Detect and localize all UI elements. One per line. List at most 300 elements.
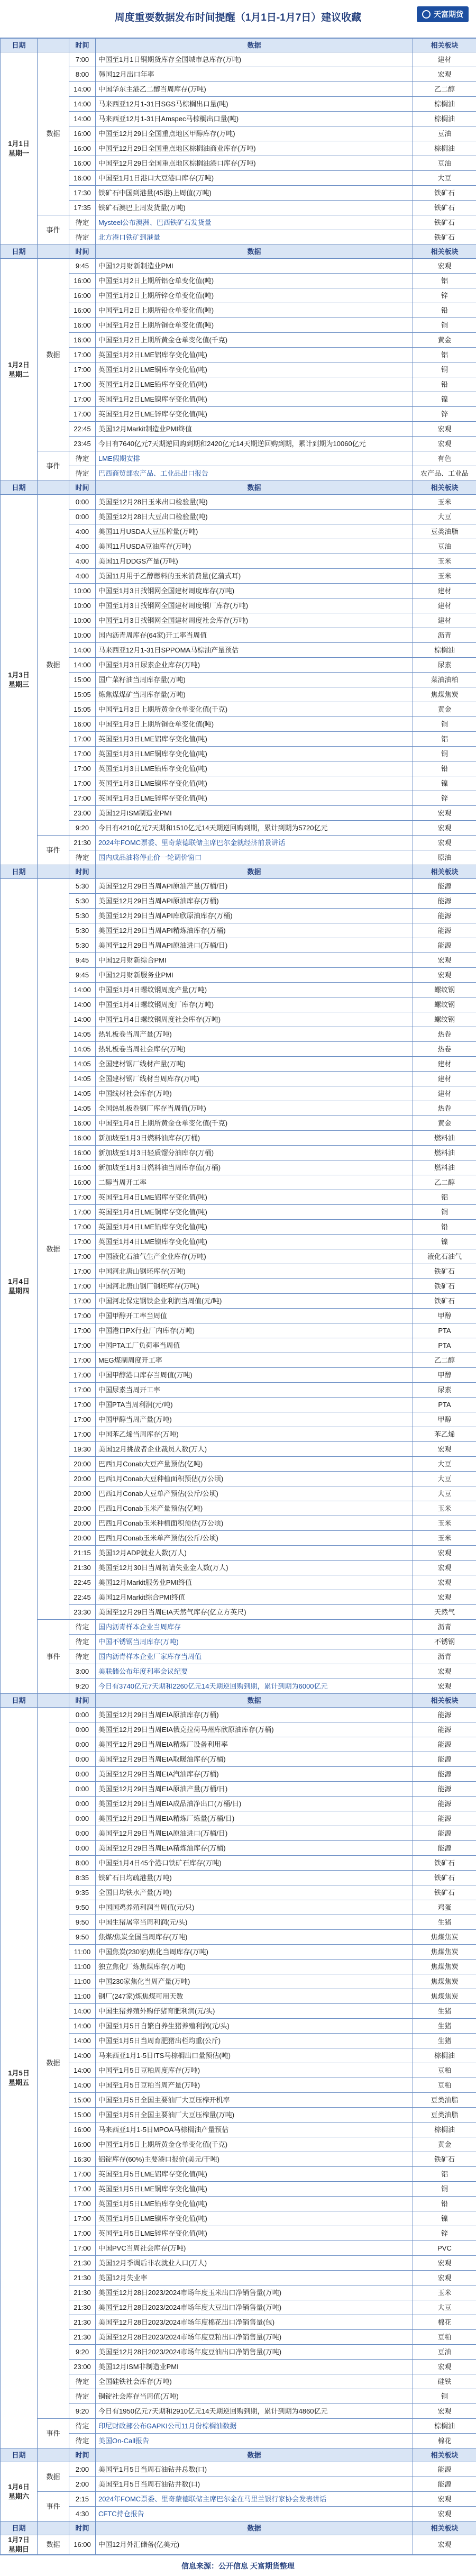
table-row [1,2330,476,2345]
release-time: 4:00 [69,524,96,539]
table-row [1,1974,476,1989]
data-item: 中国至12月29日全国重点地区甲醇库存(万吨) [96,126,413,141]
sector-label: 乙二醇 [413,82,476,97]
sector-label: 尿素 [413,658,476,673]
sector-label: 棕榈油 [413,97,476,112]
release-time: 16:00 [69,288,96,303]
data-item: 全国建材钢厂线材当周库存(万吨) [96,1072,413,1086]
table-row [1,524,476,539]
table-row [1,1235,476,1249]
table-row [1,451,476,466]
sector-label: 建材 [413,613,476,628]
sector-label: 豆油 [413,156,476,171]
col-time-header: 时间 [69,1694,96,1708]
release-time: 5:30 [69,909,96,923]
table-row [1,1885,476,1900]
release-time: 10:00 [69,598,96,613]
sector-label: 焦煤焦炭 [413,1930,476,1945]
sector-label: 镍 [413,776,476,791]
data-item: 英国至1月2日LME铅库存变化值(吨) [96,377,413,392]
table-row [1,1989,476,2004]
table-row [1,1737,476,1752]
table-row [1,510,476,524]
release-time: 14:00 [69,2004,96,2019]
release-time: 17:00 [69,776,96,791]
data-item: 英国至1月3日LME铅库存变化值(吨) [96,761,413,776]
sector-label: 苯乙烯 [413,1427,476,1442]
data-item: 中国至1月2日上期所锌仓单变化值(吨) [96,288,413,303]
data-item: 美国12月ADP就业人数(万人) [96,1546,413,1561]
data-item: 独立焦化厂炼焦煤库存(万吨) [96,1960,413,1974]
data-item: 中国河北保定钢铁企业利润当周值(元/吨) [96,1294,413,1309]
data-item: 英国至1月4日LME铝库存变化值(吨) [96,1190,413,1205]
data-item: 中国至1月5日当周育肥猪出栏均重(公斤) [96,2034,413,2048]
release-time: 17:35 [69,201,96,215]
table-row [1,613,476,628]
col-sector-header: 相关板块 [413,39,476,52]
data-item: 美国12月失业率 [96,2271,413,2285]
section-header-row [1,2448,476,2462]
sector-label: 棕榈油 [413,112,476,126]
sector-label: 燃料油 [413,1131,476,1146]
release-time: 14:00 [69,997,96,1012]
brand-mark-icon [422,10,431,19]
table-row [1,1782,476,1797]
sector-label: 宏观 [413,259,476,274]
sector-label: 棕榈油 [413,643,476,658]
release-time: 17:00 [69,1205,96,1220]
sector-label: 热卷 [413,1042,476,1057]
sector-label: 宏观 [413,437,476,451]
data-item: 巴西1月Conab大豆种植面积预估(万公顷) [96,1472,413,1486]
release-time: 17:00 [69,761,96,776]
col-sector-header: 相关板块 [413,1694,476,1708]
table-row [1,2345,476,2360]
day-label: 1月7日 星期日 [1,2535,38,2555]
data-item: 全国日均铁水产量(万吨) [96,1885,413,1900]
table-row [1,52,476,67]
release-time: 2:00 [69,2477,96,2492]
day-label: 1月1日 星期一 [1,52,38,245]
col-date-header: 日期 [1,2448,38,2462]
data-item: 铜锭社会库存当周值(万吨) [96,2389,413,2404]
release-time: 11:00 [69,1960,96,1974]
data-item: 中国230家焦化当周产量(万吨) [96,1974,413,1989]
sector-label: 宏观 [413,968,476,983]
sector-label: 铜 [413,318,476,333]
data-item: 美国至12月29日当周API精炼油库存(万桶) [96,923,413,938]
section-header-row [1,1694,476,1708]
data-item: 国内成品油将停止价一轮调价窗口 [96,850,413,865]
release-time: 5:30 [69,879,96,894]
data-item: 美国至12月28日2023/2024市场年度玉米出口净销售量(万吨) [96,2285,413,2300]
data-item: 英国至1月3日LME铜库存变化值(吨) [96,747,413,761]
data-item: 美国12月Markit制造业PMI终值 [96,422,413,437]
release-time: 14:05 [69,1042,96,1057]
release-time: 20:00 [69,1486,96,1501]
sector-label: 沥青 [413,1649,476,1664]
table-row [1,1368,476,1383]
sector-label: 锌 [413,288,476,303]
table-row [1,717,476,732]
release-time: 8:35 [69,1871,96,1885]
table-row [1,1427,476,1442]
data-item: 中国至1月5日豆粕当周产量(万吨) [96,2078,413,2093]
sector-label: 生猪 [413,2019,476,2034]
table-row [1,983,476,997]
sector-label: 铜 [413,2389,476,2404]
data-item: 中国至1月2日上期所铝仓单变化值(吨) [96,274,413,288]
release-time: 16:30 [69,2152,96,2167]
release-time: 待定 [69,2389,96,2404]
release-time: 20:00 [69,1516,96,1531]
data-item: 美国至12月29日当周API原油进口(万桶/日) [96,938,413,953]
category-label: 数据 [38,1708,69,2419]
release-time: 16:00 [69,303,96,318]
release-time: 21:30 [69,2330,96,2345]
sector-label: 宏观 [413,806,476,821]
sector-label: 豆粕 [413,2330,476,2345]
sector-label: 玉米 [413,1501,476,1516]
sector-label: 铅 [413,1220,476,1235]
table-row [1,894,476,909]
brand-name: 天富期货 [434,9,463,20]
release-time: 0:00 [69,1811,96,1826]
col-time-header: 时间 [69,865,96,879]
data-item: 英国至1月5日LME铅库存变化值(吨) [96,2197,413,2211]
release-time: 21:30 [69,1561,96,1575]
data-item: 今日有4210亿元7天期和1510亿元14天期逆回购到期，累计到期为5720亿元 [96,821,413,836]
table-row [1,2048,476,2063]
release-time: 17:00 [69,2241,96,2256]
data-item: 巴西1月Conab大豆单产预估(公斤/公顷) [96,1486,413,1501]
release-time: 21:30 [69,2271,96,2285]
data-item: 中国河北唐山钢厂钢坯库存(万吨) [96,1279,413,1294]
sector-label: 焦煤焦炭 [413,1989,476,2004]
table-row [1,288,476,303]
table-row [1,1575,476,1590]
sector-label: 硅铁 [413,2374,476,2389]
release-time: 23:00 [69,806,96,821]
data-item: 中国12月外汇储备(亿美元) [96,2535,413,2555]
data-item: 中国至1月4日螺纹钢周度产量(万吨) [96,983,413,997]
sector-label: 生猪 [413,2034,476,2048]
data-item: 国内沥青周库存(64家)开工率当周值 [96,628,413,643]
sector-label: 宏观 [413,2271,476,2285]
col-data-header: 数据 [96,39,413,52]
sector-label: 玉米 [413,554,476,569]
release-time: 17:00 [69,1235,96,1249]
table-row [1,1752,476,1767]
release-time: 16:00 [69,126,96,141]
data-item: 巴西1月Conab玉米产量预估(亿吨) [96,1501,413,1516]
table-row [1,2360,476,2374]
release-time: 14:05 [69,1057,96,1072]
data-item: 马来西亚12月1-31日Amspec马棕榈出口量(吨) [96,112,413,126]
data-item: 中国PTA工厂负荷率当周值 [96,1338,413,1353]
sector-label: 铝 [413,1190,476,1205]
table-row [1,2226,476,2241]
release-time: 待定 [69,1649,96,1664]
sector-label: 大豆 [413,2300,476,2315]
release-time: 17:00 [69,747,96,761]
data-item: 美国至12月29日当周API原油库存(万桶) [96,894,413,909]
table-row [1,82,476,97]
data-item: 美国至12月28日2023/2024市场年度大豆出口净销售量(万吨) [96,2300,413,2315]
release-time: 16:00 [69,2535,96,2555]
data-item: 美国至12月28日2023/2024市场年度豆粕出口净销售量(万吨) [96,2330,413,2345]
table-row [1,747,476,761]
release-time: 0:00 [69,1826,96,1841]
release-time: 11:00 [69,1974,96,1989]
sector-label: 沥青 [413,1620,476,1635]
release-time: 待定 [69,451,96,466]
table-row [1,1190,476,1205]
release-time: 0:00 [69,1797,96,1811]
table-row [1,1664,476,1679]
page-title: 周度重要数据发布时间提醒（1月1日-1月7日）建议收藏 [0,10,476,24]
data-item: 美国至12月29日当周API原油产量(万桶/日) [96,879,413,894]
release-time: 21:30 [69,2256,96,2271]
table-row [1,1279,476,1294]
release-time: 17:00 [69,348,96,362]
col-date-header: 日期 [1,39,38,52]
table-row [1,1708,476,1722]
table-row [1,539,476,554]
data-item: 中国液化石油气生产企业库存(万吨) [96,1249,413,1264]
data-item: 中国至1月5日上期所黄金仓单变化值(千克) [96,2137,413,2152]
data-item: 中国甲醇当周产量(万吨) [96,1412,413,1427]
data-item: 中国华东主港乙二醇当周库存(万吨) [96,82,413,97]
table-row [1,2034,476,2048]
data-item: 美国12月ISM非制造业PMI [96,2360,413,2374]
table-row [1,1027,476,1042]
table-row [1,1516,476,1531]
page-footer [0,2555,476,2576]
table-row [1,362,476,377]
sector-label: 棕榈油 [413,141,476,156]
data-item: 美国至12月29日当周EIA原油库存(万桶) [96,1708,413,1722]
release-time: 9:45 [69,953,96,968]
table-row [1,938,476,953]
sector-label: 铜 [413,747,476,761]
table-row [1,732,476,747]
table-row [1,776,476,791]
data-item: 巴西1月Conab大豆产量预估(亿吨) [96,1457,413,1472]
table-row [1,437,476,451]
data-item: 中国至1月3日上期所铜仓单变化值(吨) [96,717,413,732]
release-time: 14:05 [69,1072,96,1086]
sector-label: 鸡蛋 [413,1900,476,1915]
data-item: 中国生猪养殖外购仔猪育肥利润(元/头) [96,2004,413,2019]
table-row [1,1679,476,1694]
table-row [1,643,476,658]
table-row [1,1353,476,1368]
release-time: 16:00 [69,2123,96,2137]
col-category-header [38,2448,69,2462]
release-time: 17:00 [69,1323,96,1338]
data-item: 中国国鸡养殖利润当周值(元/只) [96,1900,413,1915]
table-row [1,1605,476,1620]
release-time: 16:00 [69,1160,96,1175]
release-time: 0:00 [69,1708,96,1722]
table-row [1,1546,476,1561]
sector-label: 宏观 [413,1546,476,1561]
data-item: 中国至1月5日全国主要油厂大豆压榨量(万吨) [96,2108,413,2123]
data-item: 中国PVC当周社会库存(万吨) [96,2241,413,2256]
sector-label: 甲醇 [413,1412,476,1427]
release-time: 10:00 [69,613,96,628]
data-item: 美国至1月5日当周石油钻井数(口) [96,2477,413,2492]
sector-label: 铝 [413,274,476,288]
table-row [1,1590,476,1605]
col-time-header: 时间 [69,39,96,52]
sector-label: 铁矿石 [413,1856,476,1871]
sector-label: 玉米 [413,1516,476,1531]
table-row [1,1175,476,1190]
sector-label: 生猪 [413,2004,476,2019]
sector-label: 甲醇 [413,1368,476,1383]
data-item: 巴西1月Conab玉米种植面积预估(万公顷) [96,1516,413,1531]
sector-label: 大豆 [413,1486,476,1501]
data-item: 印尼财政部公布GAPKI公司11月份棕榈油数据 [96,2419,413,2434]
data-item: 中国至1月4日螺纹钢周度厂库存(万吨) [96,997,413,1012]
sector-label: 黄金 [413,333,476,348]
table-row [1,2315,476,2330]
data-item: 美国至12月28日大豆出口检验量(吨) [96,510,413,524]
release-time: 20:00 [69,1501,96,1516]
data-item: 中国12月财新服务业PMI [96,968,413,983]
sector-label: 宏观 [413,1590,476,1605]
category-label: 事件 [38,215,69,245]
category-label: 数据 [38,259,69,451]
sector-label: 能源 [413,2462,476,2477]
table-row [1,171,476,186]
sector-label: 豆粕 [413,2078,476,2093]
col-category-header [38,2521,69,2535]
data-item: 美国至12月29日当周EIA精炼油库存(万桶) [96,1841,413,1856]
col-sector-header: 相关板块 [413,865,476,879]
sector-label: 建材 [413,1072,476,1086]
data-item: 中国至1月2日上期所黄金仓单变化值(千克) [96,333,413,348]
release-time: 17:00 [69,732,96,747]
release-time: 0:00 [69,1737,96,1752]
sector-label: 棉花 [413,2434,476,2448]
data-item: 全国热轧板卷钢厂库存当周值(万吨) [96,1101,413,1116]
sector-label: 铁矿石 [413,201,476,215]
page-header [0,0,476,38]
sector-label: 铁矿石 [413,230,476,245]
release-time: 23:00 [69,2360,96,2374]
sector-label: 豆类油脂 [413,2093,476,2108]
release-time: 14:00 [69,2063,96,2078]
data-item: 英国至1月2日LME锌库存变化值(吨) [96,407,413,422]
sector-label: 宏观 [413,1679,476,1694]
release-time: 9:20 [69,2345,96,2360]
col-time-header: 时间 [69,481,96,495]
sector-label: 焦煤焦炭 [413,1974,476,1989]
sector-label: 镍 [413,392,476,407]
sector-label: 宏观 [413,1575,476,1590]
data-item: 中国至12月29日全国重点地区棕榈油港口库存(万吨) [96,156,413,171]
category-label: 数据 [38,2535,69,2555]
sector-label: 铝 [413,348,476,362]
table-row [1,584,476,598]
release-time: 17:00 [69,1190,96,1205]
data-item: 美国至12月29日当周EIA原油进口(万桶/日) [96,1826,413,1841]
sector-label: 铝 [413,732,476,747]
sector-label: 铁矿石 [413,1885,476,1900]
sector-label: 生猪 [413,1915,476,1930]
sector-label: 宏观 [413,821,476,836]
data-item: 美国至12月30日当周初请失业金人数(万人) [96,1561,413,1575]
col-category-header [38,39,69,52]
release-time: 17:00 [69,2226,96,2241]
table-row [1,1472,476,1486]
data-item: 中国至1月2日上期所铜仓单变化值(吨) [96,318,413,333]
sector-label: 豆油 [413,126,476,141]
table-row [1,2507,476,2521]
sector-label: 能源 [413,879,476,894]
sector-label: 建材 [413,584,476,598]
col-sector-header: 相关板块 [413,245,476,259]
sector-label: 能源 [413,1722,476,1737]
release-time: 4:00 [69,539,96,554]
data-item: 中国线材社会库存(万吨) [96,1086,413,1101]
sector-label: 螺纹钢 [413,997,476,1012]
sector-label: 能源 [413,1826,476,1841]
release-time: 17:00 [69,1264,96,1279]
release-time: 17:00 [69,362,96,377]
release-time: 16:00 [69,1175,96,1190]
table-row [1,2167,476,2182]
table-row [1,821,476,836]
table-row [1,997,476,1012]
release-time: 11:00 [69,1989,96,2004]
table-row [1,923,476,938]
sector-label: 焦煤焦炭 [413,687,476,702]
table-row [1,2404,476,2419]
sector-label: 热卷 [413,1101,476,1116]
sector-label: 玉米 [413,569,476,584]
category-label: 事件 [38,2492,69,2521]
data-item: 韩国12月出口年率 [96,67,413,82]
table-row [1,2462,476,2477]
data-item: 美国至1月5日当周石油钻井总数(口) [96,2462,413,2477]
sector-label: 乙二醇 [413,1175,476,1190]
sector-label: 铅 [413,377,476,392]
sector-label: 建材 [413,52,476,67]
data-item: 美国至12月29日当周EIA天然气库存(亿立方英尺) [96,1605,413,1620]
schedule-body [1,39,476,2555]
col-data-header: 数据 [96,245,413,259]
sector-label: 能源 [413,1737,476,1752]
data-item: 中国焦炭(230家)焦化当周库存(万吨) [96,1945,413,1960]
release-time: 9:20 [69,821,96,836]
data-item: 美国至12月29日当周EIA精炼厂炼量(万桶/日) [96,1811,413,1826]
table-row [1,836,476,850]
table-row [1,1486,476,1501]
release-time: 14:00 [69,82,96,97]
table-row [1,1930,476,1945]
release-time: 15:00 [69,673,96,687]
table-row [1,1915,476,1930]
category-label: 事件 [38,451,69,481]
category-label: 事件 [38,1620,69,1694]
release-time: 0:00 [69,1752,96,1767]
section-header-row [1,2521,476,2535]
release-time: 待定 [69,2374,96,2389]
